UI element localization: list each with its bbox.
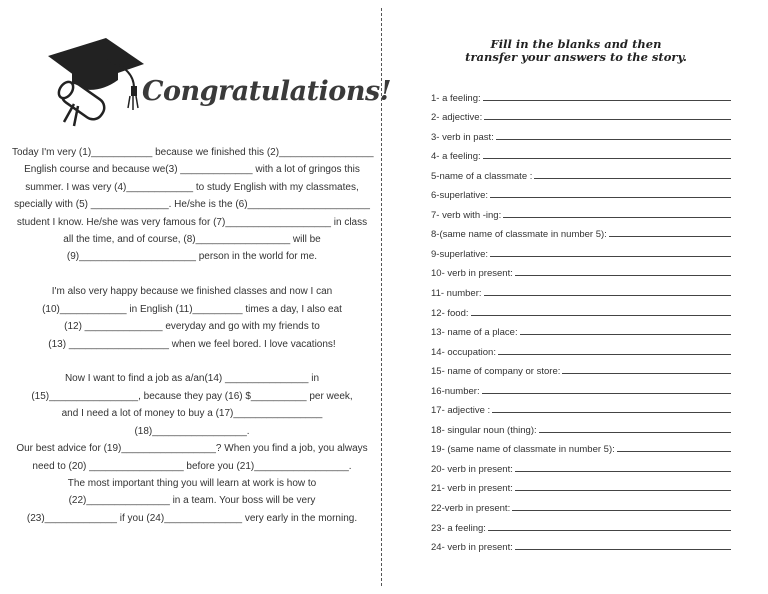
blank-item-label: 5-name of a classmate : <box>431 170 533 182</box>
blank-item <box>431 279 731 299</box>
answer-blank[interactable] <box>483 157 731 159</box>
blank-item <box>431 475 731 495</box>
answer-blank[interactable] <box>471 314 732 316</box>
blank-item <box>431 397 731 417</box>
instructions-line: Fill in the blanks and then <box>490 37 662 51</box>
story-line: I'm also very happy because we finished classes and now I can <box>51 286 333 298</box>
blank-item-label: 3- verb in past: <box>431 131 494 143</box>
blank-item <box>431 143 731 163</box>
blank-item-label: 6-superlative: <box>431 190 489 202</box>
blank-item <box>431 494 731 514</box>
blank-item-label: 17- adjective : <box>431 405 491 417</box>
story-line: and I need a lot of money to buy a (17)________________ <box>61 408 323 420</box>
blank-item-label: 4- a feeling: <box>431 151 481 163</box>
blank-item-label: 11- number: <box>431 288 482 300</box>
story-paragraph-1 <box>12 144 372 266</box>
story-line: need to (20) _________________ before you (21)_________________. <box>32 460 352 472</box>
instructions <box>426 38 726 64</box>
blank-item-label: 18- singular noun (thing): <box>431 424 537 436</box>
blank-item-label: 19- (same name of classmate in number 5): <box>431 444 615 456</box>
answer-blank[interactable] <box>484 118 731 120</box>
story-text <box>12 144 372 545</box>
answer-blank[interactable] <box>492 411 731 413</box>
answer-blank[interactable] <box>534 177 731 179</box>
story-line: The most important thing you will learn at work is how to <box>67 477 317 489</box>
story-line: (23)_____________ if you (24)______________ very early in the morning. <box>26 512 358 524</box>
blank-item-label: 24- verb in present: <box>431 542 513 554</box>
blank-item <box>431 162 731 182</box>
blank-item <box>431 436 731 456</box>
blank-item <box>431 240 731 260</box>
blank-item <box>431 514 731 534</box>
blank-item-label: 7- verb with -ing: <box>431 209 502 221</box>
story-paragraph-2 <box>12 283 372 353</box>
blank-item-label: 12- food: <box>431 307 469 319</box>
answer-blank[interactable] <box>515 470 731 472</box>
story-line: (18)_________________. <box>134 425 250 437</box>
story-line: Our best advice for (19)_________________? When you find a job, you always <box>16 443 368 455</box>
story-line: (22)_______________ in a team. Your boss will be very <box>68 495 316 507</box>
blank-item <box>431 299 731 319</box>
word-list <box>431 84 731 553</box>
story-line: (10)____________ in English (11)_________ times a day, I also eat <box>42 303 342 315</box>
answer-blank[interactable] <box>498 353 731 355</box>
blank-item <box>431 221 731 241</box>
answer-blank[interactable] <box>512 509 731 511</box>
blank-item-label: 1- a feeling: <box>431 92 481 104</box>
answer-blank[interactable] <box>490 255 731 257</box>
blank-item <box>431 84 731 104</box>
story-line: Now I want to find a job as a/an(14) _______________ in <box>64 373 320 385</box>
blank-item <box>431 377 731 397</box>
graduation-cap-icon <box>44 34 154 134</box>
story-line: summer. I was very (4)____________ to study English with my classmates, <box>25 181 359 193</box>
story-paragraph-3 <box>12 370 372 527</box>
blank-item <box>431 358 731 378</box>
fold-divider <box>381 8 382 586</box>
blank-item <box>431 455 731 475</box>
blank-item-label: 22-verb in present: <box>431 503 511 515</box>
blank-item-label: 8-(same name of classmate in number 5): <box>431 229 607 241</box>
answer-blank[interactable] <box>503 216 731 218</box>
answer-blank[interactable] <box>520 333 731 335</box>
answer-blank[interactable] <box>539 431 731 433</box>
page-title: Congratulations! <box>142 76 392 107</box>
answer-blank[interactable] <box>515 489 731 491</box>
answer-blank[interactable] <box>483 99 731 101</box>
answer-blank[interactable] <box>515 548 731 550</box>
blank-item-label: 13- name of a place: <box>431 327 518 339</box>
blank-item <box>431 338 731 358</box>
answer-blank[interactable] <box>482 392 731 394</box>
story-line: Today I'm very (1)___________ because we finished this (2)_________________ <box>12 147 374 158</box>
blank-item-label: 9-superlative: <box>431 248 489 260</box>
story-line: (13) __________________ when we feel bored. I love vacations! <box>48 338 336 350</box>
story-line: (12) ______________ everyday and go with my friends to <box>64 321 320 333</box>
blank-item <box>431 534 731 554</box>
story-line: all the time, and of course, (8)_________________ will be <box>63 234 321 246</box>
blank-item <box>431 104 731 124</box>
answer-blank[interactable] <box>617 450 731 452</box>
blank-item-label: 2- adjective: <box>431 112 483 124</box>
blank-item <box>431 201 731 221</box>
blank-item <box>431 319 731 339</box>
word-list-page <box>386 0 768 594</box>
answer-blank[interactable] <box>609 235 731 237</box>
blank-item-label: 10- verb in present: <box>431 268 513 280</box>
blank-item <box>431 260 731 280</box>
answer-blank[interactable] <box>488 529 731 531</box>
blank-item-label: 16-number: <box>431 385 480 397</box>
blank-item <box>431 182 731 202</box>
answer-blank[interactable] <box>490 196 731 198</box>
answer-blank[interactable] <box>562 372 731 374</box>
story-line: English course and because we(3) _____________ with a lot of gringos this <box>24 164 360 176</box>
answer-blank[interactable] <box>484 294 731 296</box>
blank-item-label: 15- name of company or store: <box>431 366 561 378</box>
instructions-line: transfer your answers to the story. <box>465 50 687 64</box>
blank-item <box>431 416 731 436</box>
blank-item-label: 23- a feeling: <box>431 522 486 534</box>
answer-blank[interactable] <box>515 274 731 276</box>
blank-item-label: 21- verb in present: <box>431 483 513 495</box>
story-line: specially with (5) ______________. He/she is the (6)______________________ <box>14 199 370 211</box>
story-line: (9)_____________________ person in the world for me. <box>66 251 318 263</box>
story-line: (15)________________, because they pay (16) $__________ per week, <box>31 390 353 402</box>
blank-item-label: 20- verb in present: <box>431 463 513 475</box>
story-line: student I know. He/she was very famous for (7)___________________ in class <box>16 216 368 228</box>
blank-item <box>431 123 731 143</box>
blank-item-label: 14- occupation: <box>431 346 496 358</box>
answer-blank[interactable] <box>496 138 731 140</box>
